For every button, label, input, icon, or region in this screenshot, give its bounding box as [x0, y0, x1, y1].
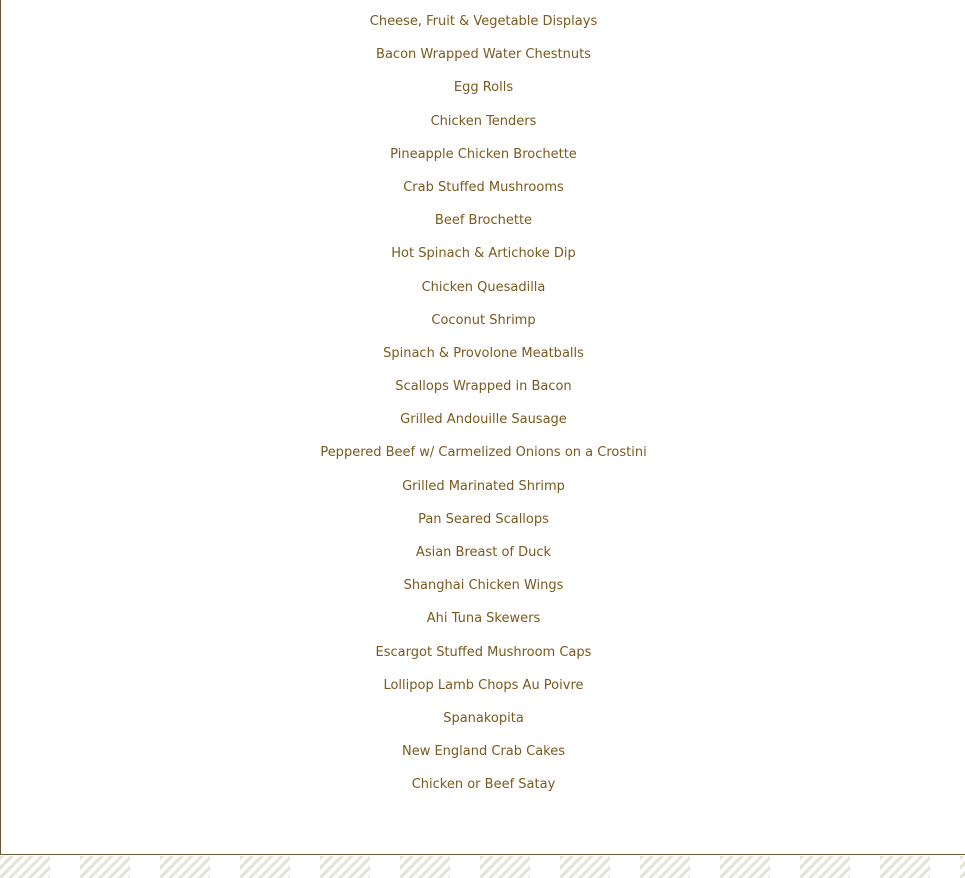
- menu-item: Bacon Wrapped Water Chestnuts: [376, 47, 591, 63]
- menu-item: Asian Breast of Duck: [415, 545, 552, 560]
- menu-item: Beef Brochette: [434, 213, 533, 229]
- menu-item: New England Crab Cakes: [401, 744, 566, 760]
- menu-item: Grilled Marinated Shrimp: [402, 478, 565, 494]
- menu-item: Spinach & Provolone Meatballs: [383, 345, 584, 361]
- menu-item: Chicken Tenders: [430, 113, 537, 129]
- menu-item: Scallops Wrapped in Bacon: [395, 379, 572, 395]
- menu-item: Egg Rolls: [453, 80, 514, 96]
- menu-item: Shanghai Chicken Wings: [403, 578, 564, 594]
- menu-item: Pineapple Chicken Brochette: [390, 146, 577, 162]
- menu-item: Escargot Stuffed Mushroom Caps: [375, 644, 592, 660]
- menu-item: Hot Spinach & Artichoke Dip: [391, 246, 576, 262]
- hors-doeuvres-list: [1, 5, 965, 802]
- menu-item: Pan Seared Scallops: [418, 511, 549, 527]
- menu-item: Crab Stuffed Mushrooms: [403, 179, 564, 195]
- decorative-stripe-footer: [0, 856, 965, 878]
- menu-item: Ahi Tuna Skewers: [426, 611, 541, 627]
- menu-item: Chicken Quesadilla: [421, 279, 546, 295]
- menu-item: Grilled Andouille Sausage: [400, 412, 567, 428]
- menu-item: Coconut Shrimp: [431, 312, 536, 328]
- menu-item: Cheese, Fruit & Vegetable Displays: [369, 14, 598, 29]
- menu-item: Peppered Beef w/ Carmelized Onions on a Crostini: [320, 445, 647, 461]
- menu-item: Spanakopita: [443, 710, 524, 726]
- menu-item: Chicken or Beef Satay: [411, 777, 556, 793]
- menu-item: Lollipop Lamb Chops Au Poivre: [383, 677, 584, 693]
